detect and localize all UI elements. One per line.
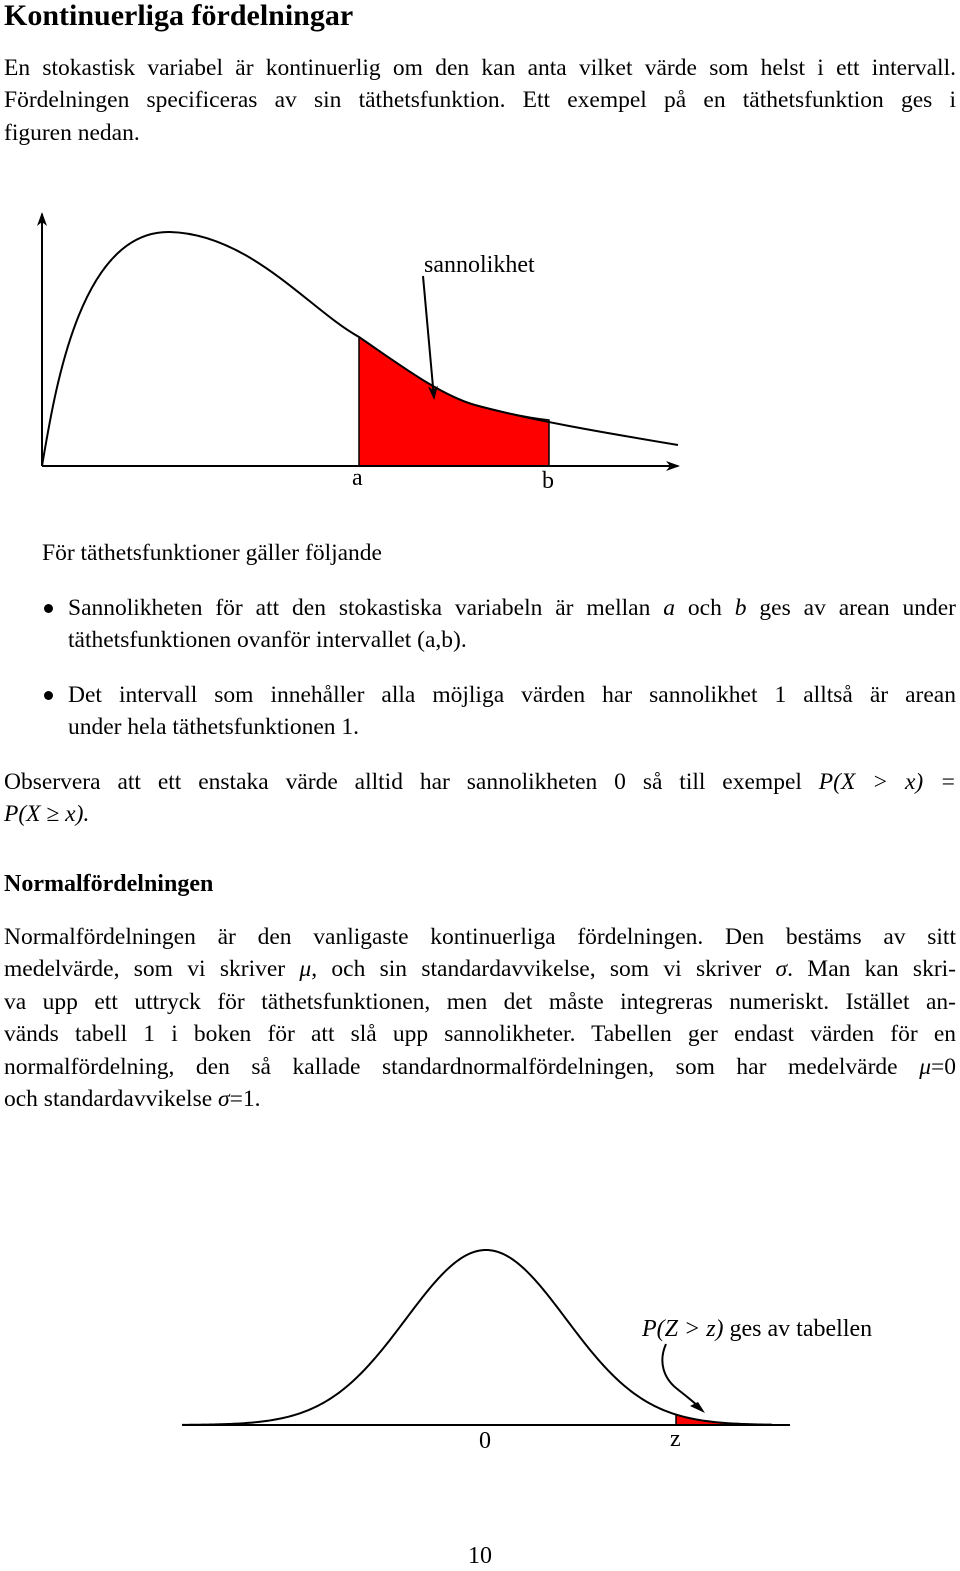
sigma-symbol: σ xyxy=(218,1086,230,1113)
subsection-title: Normalfördelningen xyxy=(4,871,214,897)
page-number: 10 xyxy=(468,1543,492,1569)
text-span: . Man kan skri- xyxy=(787,956,956,983)
annotation-label: sannolikhet xyxy=(424,252,535,278)
annotation-formula: P(Z > z) xyxy=(642,1316,724,1342)
interval-start-label: a xyxy=(352,465,363,491)
list-item-line: täthetsfunktionen ovanför intervallet (a,b). xyxy=(68,627,467,654)
lead-in-text xyxy=(42,537,922,569)
normal-line xyxy=(4,953,956,985)
text-span: medelvärde, som vi skriver xyxy=(4,956,300,983)
normal-line: va upp ett uttryck för täthetsfunktionen, men det måste integreras numeriskt. Istället an- xyxy=(4,988,956,1015)
observation-paragraph xyxy=(4,766,956,831)
text-span: , och sin standardavvikelse, som vi skriver xyxy=(311,956,776,983)
intro-line: En stokastisk variabel är kontinuerlig om den kan anta vilket värde som helst i ett intervall. xyxy=(4,55,956,81)
formula: P(X > x) = xyxy=(818,769,956,795)
list-item-line: Det intervall som innehåller alla möjliga värden har sannolikhet 1 alltså är arean xyxy=(68,682,956,708)
annotation-pointer xyxy=(662,1344,700,1408)
list-item-line xyxy=(68,592,956,624)
sigma-symbol: σ xyxy=(775,956,788,983)
observation-line xyxy=(4,798,956,830)
pointer-arrowhead xyxy=(690,1402,705,1413)
list-item xyxy=(68,679,956,744)
text-span: Observera att ett enstaka värde alltid har sannolikheten 0 så till exempel xyxy=(4,769,819,795)
normal-paragraph xyxy=(4,921,956,1115)
interval-end-label: b xyxy=(542,468,554,494)
variable-b: b xyxy=(734,595,747,621)
annotation-label xyxy=(641,1316,872,1342)
bullet-dot xyxy=(44,604,53,613)
density-figure xyxy=(0,200,960,500)
normal-line: Normalfördelningen är den vanligaste kontinuerliga fördelningen. Den bestäms av sitt xyxy=(4,924,956,950)
variable-a: a xyxy=(663,595,676,621)
list-item xyxy=(68,592,956,657)
section-title: Kontinuerliga fördelningar xyxy=(4,0,354,32)
annotation-pointer xyxy=(423,276,434,398)
normal-line: vänds tabell 1 i boken för att slå upp sannolikheter. Tabellen ger endast värden för en xyxy=(4,1021,956,1048)
observation-line xyxy=(4,766,956,798)
normal-line xyxy=(4,1051,956,1083)
text-span: och standardavvikelse xyxy=(4,1086,219,1113)
mu-symbol: μ xyxy=(919,1053,931,1080)
lead-in-line: För täthetsfunktioner gäller följande xyxy=(42,540,382,566)
mean-label: 0 xyxy=(479,1428,491,1454)
text-span: normalfördelning, den så kallade standardnormalfördelningen, som har medelvärde xyxy=(4,1053,920,1080)
intro-line: figuren nedan. xyxy=(4,119,140,146)
formula: P(X ≥ x). xyxy=(4,801,90,828)
normal-figure xyxy=(0,1160,960,1460)
intro-line: Fördelningen specificeras av sin täthetsfunktion. Ett exempel på en täthetsfunktion ges i xyxy=(4,87,956,114)
text-span: =1. xyxy=(229,1086,261,1113)
mu-symbol: μ xyxy=(299,956,312,983)
intro-paragraph xyxy=(4,52,956,149)
cutoff-label: z xyxy=(670,1426,681,1452)
bullet-dot xyxy=(44,691,53,700)
density-plot xyxy=(0,200,960,500)
list-item-line: under hela täthetsfunktionen 1. xyxy=(68,714,360,741)
text-span: =0 xyxy=(930,1053,956,1080)
normal-plot xyxy=(0,1160,960,1460)
text-span: ges av arean under xyxy=(746,595,957,621)
annotation-text: ges av tabellen xyxy=(723,1316,873,1342)
text-span: och xyxy=(675,595,735,621)
text-span: Sannolikheten för att den stokastiska variabeln är mellan xyxy=(68,595,664,621)
normal-line xyxy=(4,1083,956,1115)
